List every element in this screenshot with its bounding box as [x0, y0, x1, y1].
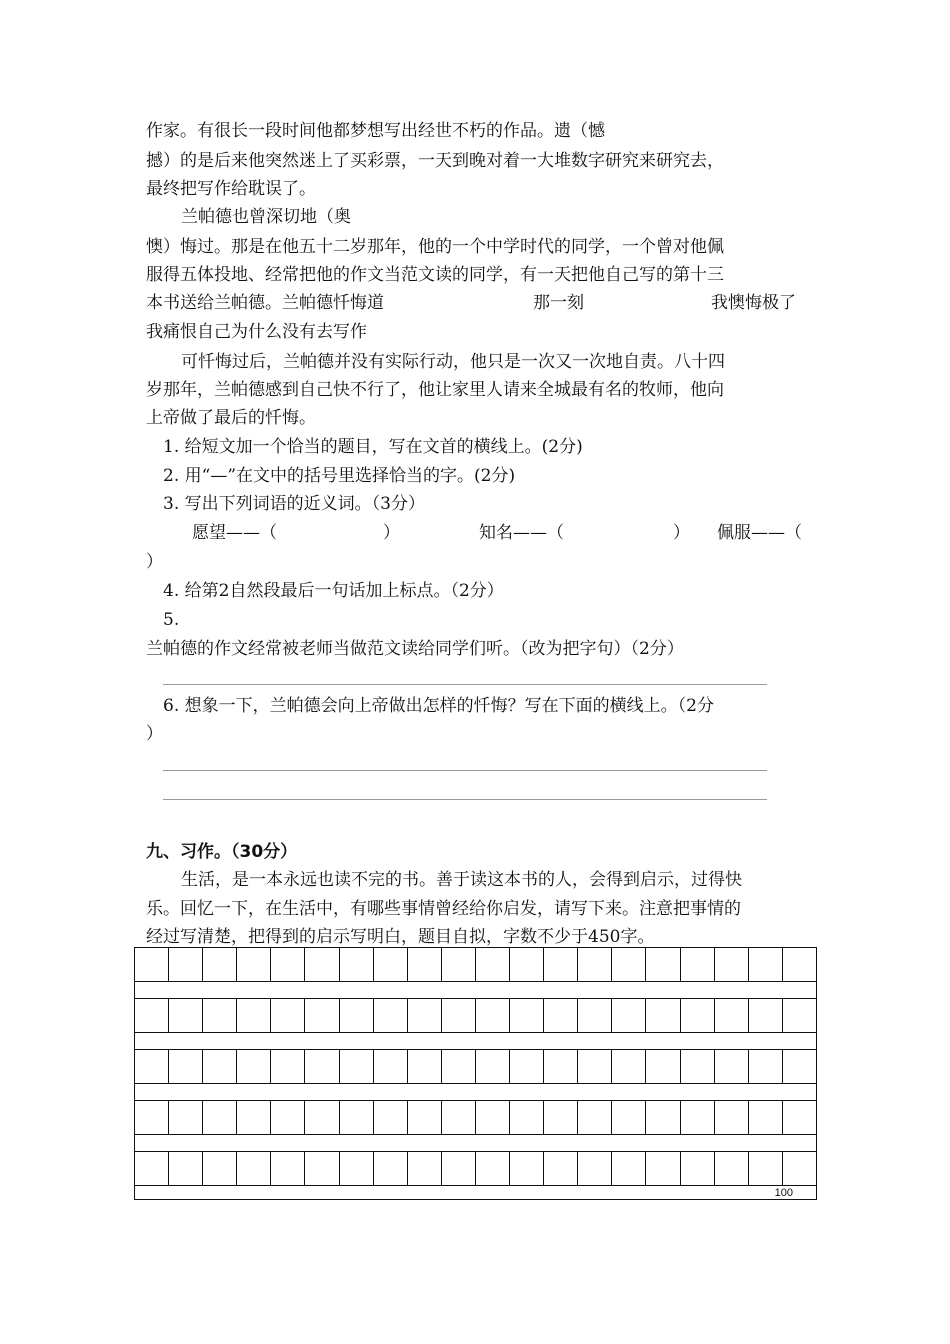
passage-line: 撼）的是后来他突然迷上了买彩票，一天到晚对着一大堆数字研究来研究去，	[146, 151, 724, 171]
passage-line: 作家。有很长一段时间他都梦想写出经世不朽的作品。遗（憾	[146, 121, 605, 141]
answer-blank-close: ）	[146, 552, 163, 572]
answer-line[interactable]	[163, 770, 767, 771]
synonym-label: 佩服——（	[717, 523, 802, 543]
answer-blank-close: ）	[673, 523, 690, 543]
section-heading: 九、习作。（30分）	[146, 842, 298, 862]
passage-line: 服得五体投地、经常把他的作文当范文读的同学，有一天把他自己写的第十三	[146, 265, 724, 285]
answer-line[interactable]	[163, 799, 767, 800]
synonym-label: 愿望——（	[192, 523, 277, 543]
character-count-label: 100	[774, 1187, 793, 1199]
passage-line: 我痛恨自己为什么没有去写作	[146, 322, 367, 342]
passage-line: 我懊悔极了	[711, 293, 796, 313]
passage-line: 上帝做了最后的忏悔。	[146, 408, 316, 428]
passage-line: 那一刻	[533, 293, 584, 313]
question-1: 1. 给短文加一个恰当的题目，写在文首的横线上。(2分)	[163, 437, 583, 457]
passage-line: 兰帕德也曾深切地（奥	[181, 207, 351, 227]
writing-grid[interactable]	[134, 947, 817, 1200]
question-3: 3. 写出下列词语的近义词。（3分）	[163, 494, 425, 514]
grid-frame	[134, 947, 817, 1200]
answer-blank-close: ）	[383, 523, 400, 543]
question-2: 2. 用“—”在文中的括号里选择恰当的字。(2分)	[163, 466, 516, 486]
passage-line: 岁那年，兰帕德感到自己快不行了，他让家里人请来全城最有名的牧师，他向	[146, 380, 724, 400]
prompt-line: 生活，是一本永远也读不完的书。善于读这本书的人，会得到启示，过得快	[181, 870, 742, 890]
prompt-line: 乐。回忆一下，在生活中，有哪些事情曾经给你启发，请写下来。注意把事情的	[146, 899, 741, 919]
synonym-label: 知名——（	[479, 523, 564, 543]
question-5-number: 5.	[163, 610, 180, 630]
passage-line: 懊）悔过。那是在他五十二岁那年，他的一个中学时代的同学，一个曾对他佩	[146, 237, 724, 257]
answer-line[interactable]	[163, 684, 767, 685]
question-6-close: ）	[146, 724, 163, 744]
passage-line: 可忏悔过后，兰帕德并没有实际行动，他只是一次又一次地自责。八十四	[181, 352, 725, 372]
passage-line: 最终把写作给耽误了。	[146, 179, 316, 199]
prompt-line: 经过写清楚，把得到的启示写明白，题目自拟，字数不少于450字。	[146, 927, 655, 947]
question-6: 6. 想象一下，兰帕德会向上帝做出怎样的忏悔？写在下面的横线上。（2分	[163, 696, 714, 716]
passage-line: 本书送给兰帕德。兰帕德忏悔道	[146, 293, 384, 313]
question-4: 4. 给第2自然段最后一句话加上标点。（2分）	[163, 581, 504, 601]
question-5: 兰帕德的作文经常被老师当做范文读给同学们听。（改为把字句）（2分）	[146, 639, 684, 659]
